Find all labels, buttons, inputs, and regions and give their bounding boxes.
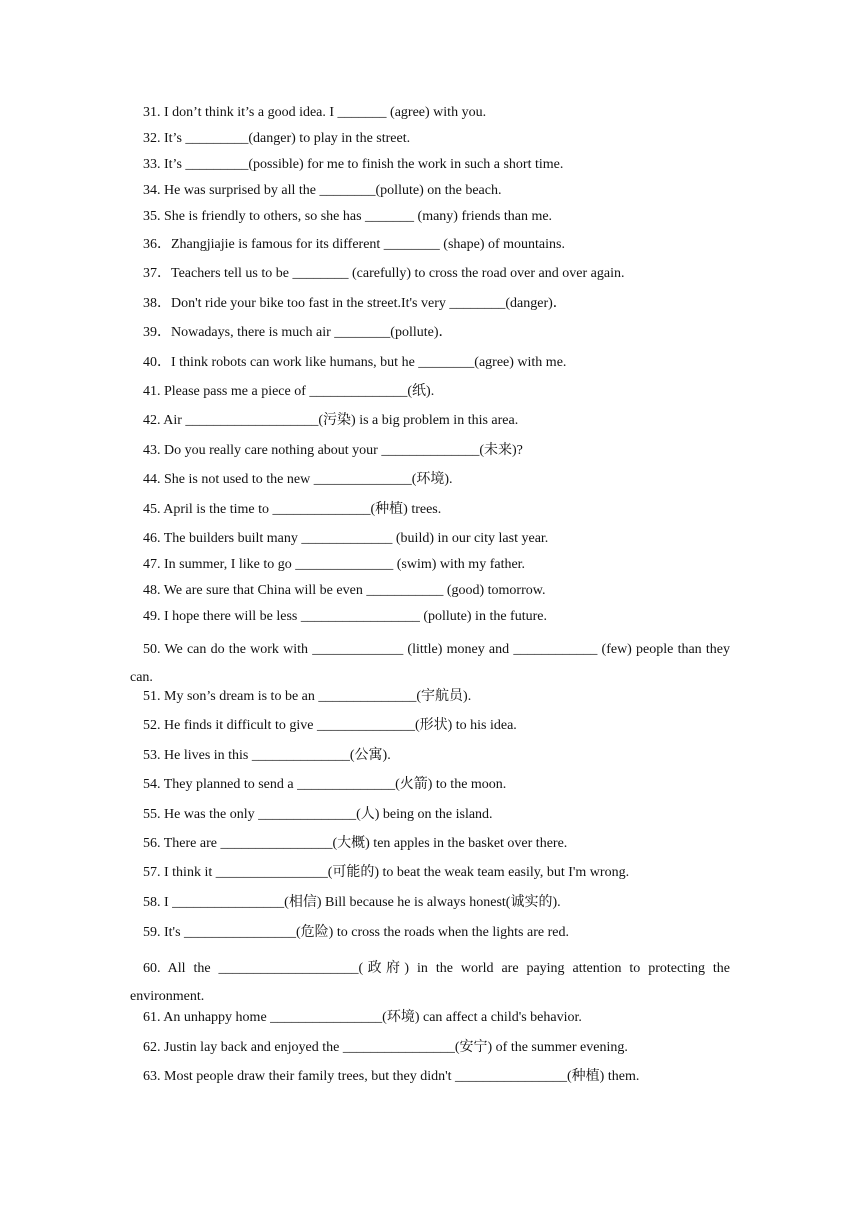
exercise-text: 55. He was the only ______________(人) being on the island. [143,807,493,822]
exercise-text: 46. The builders built many _____________ (build) in our city last year. [143,531,549,546]
exercise-text: 54. They planned to send a ______________(火箭) to the moon. [143,777,507,792]
exercise-text: 49. I hope there will be less _________________ (pollute) in the future. [143,609,547,624]
exercise-text: 51. My son’s dream is to be an ______________(宇航员). [143,689,472,704]
exercise-text: 60. All the ____________________(政府) in the world are paying attention to protecting the environment. [130,961,730,1004]
exercise-text: 41. Please pass me a piece of ______________(纸). [143,384,435,399]
exercise-text: 62. Justin lay back and enjoyed the ________________(安宁) of the summer evening. [143,1040,628,1055]
exercise-text: 56. There are ________________(大概) ten apples in the basket over there. [143,836,568,851]
exercise-text: 45. April is the time to ______________(种植) trees. [143,502,442,517]
exercise-text: 59. It's ________________(危险) to cross the roads when the lights are red. [143,925,569,940]
exercise-text: 44. She is not used to the new ______________(环境). [143,472,453,487]
exercise-text: 32. It’s _________(danger) to play in the street. [143,131,411,146]
exercise-text: 58. I ________________(相信) Bill because he is always honest(诚实的). [143,895,561,910]
exercise-text: 36．Zhangjiajie is famous for its different ________ (shape) of mountains. [143,237,565,252]
exercise-text: 37．Teachers tell us to be ________ (carefully) to cross the road over and over again. [143,266,625,281]
exercise-text: 63. Most people draw their family trees, but they didn't ________________(种植) them. [143,1069,640,1084]
exercise-text: 42. Air ___________________(污染) is a big problem in this area. [143,413,519,428]
exercise-text: 53. He lives in this ______________(公寓). [143,748,391,763]
exercise-text: 47. In summer, I like to go ______________ (swim) with my father. [143,557,526,572]
exercise-text: 38．Don't ride your bike too fast in the street.It's very ________(danger)． [143,296,567,311]
exercise-text: 33. It’s _________(possible) for me to finish the work in such a short time. [143,157,564,172]
exercise-text: 31. I don’t think it’s a good idea. I _______ (agree) with you. [143,105,487,120]
exercise-text: 50. We can do the work with _____________ (little) money and ____________ (few) people than they can. [130,642,730,685]
exercise-text: 40．I think robots can work like humans, but he ________(agree) with me. [143,355,567,370]
exercise-text: 43. Do you really care nothing about your ______________(未来)? [143,443,523,458]
exercise-text: 52. He finds it difficult to give ______________(形状) to his idea. [143,718,517,733]
exercise-text: 35. She is friendly to others, so she has _______ (many) friends than me. [143,209,553,224]
exercise-text: 39．Nowadays, there is much air ________(pollute)． [143,325,453,340]
exercise-text: 61. An unhappy home ________________(环境) can affect a child's behavior. [143,1010,582,1025]
exercise-text: 34. He was surprised by all the ________(pollute) on the beach. [143,183,502,198]
exercise-text: 57. I think it ________________(可能的) to beat the weak team easily, but I'm wrong. [143,865,630,880]
exercise-text: 48. We are sure that China will be even ___________ (good) tomorrow. [143,583,546,598]
